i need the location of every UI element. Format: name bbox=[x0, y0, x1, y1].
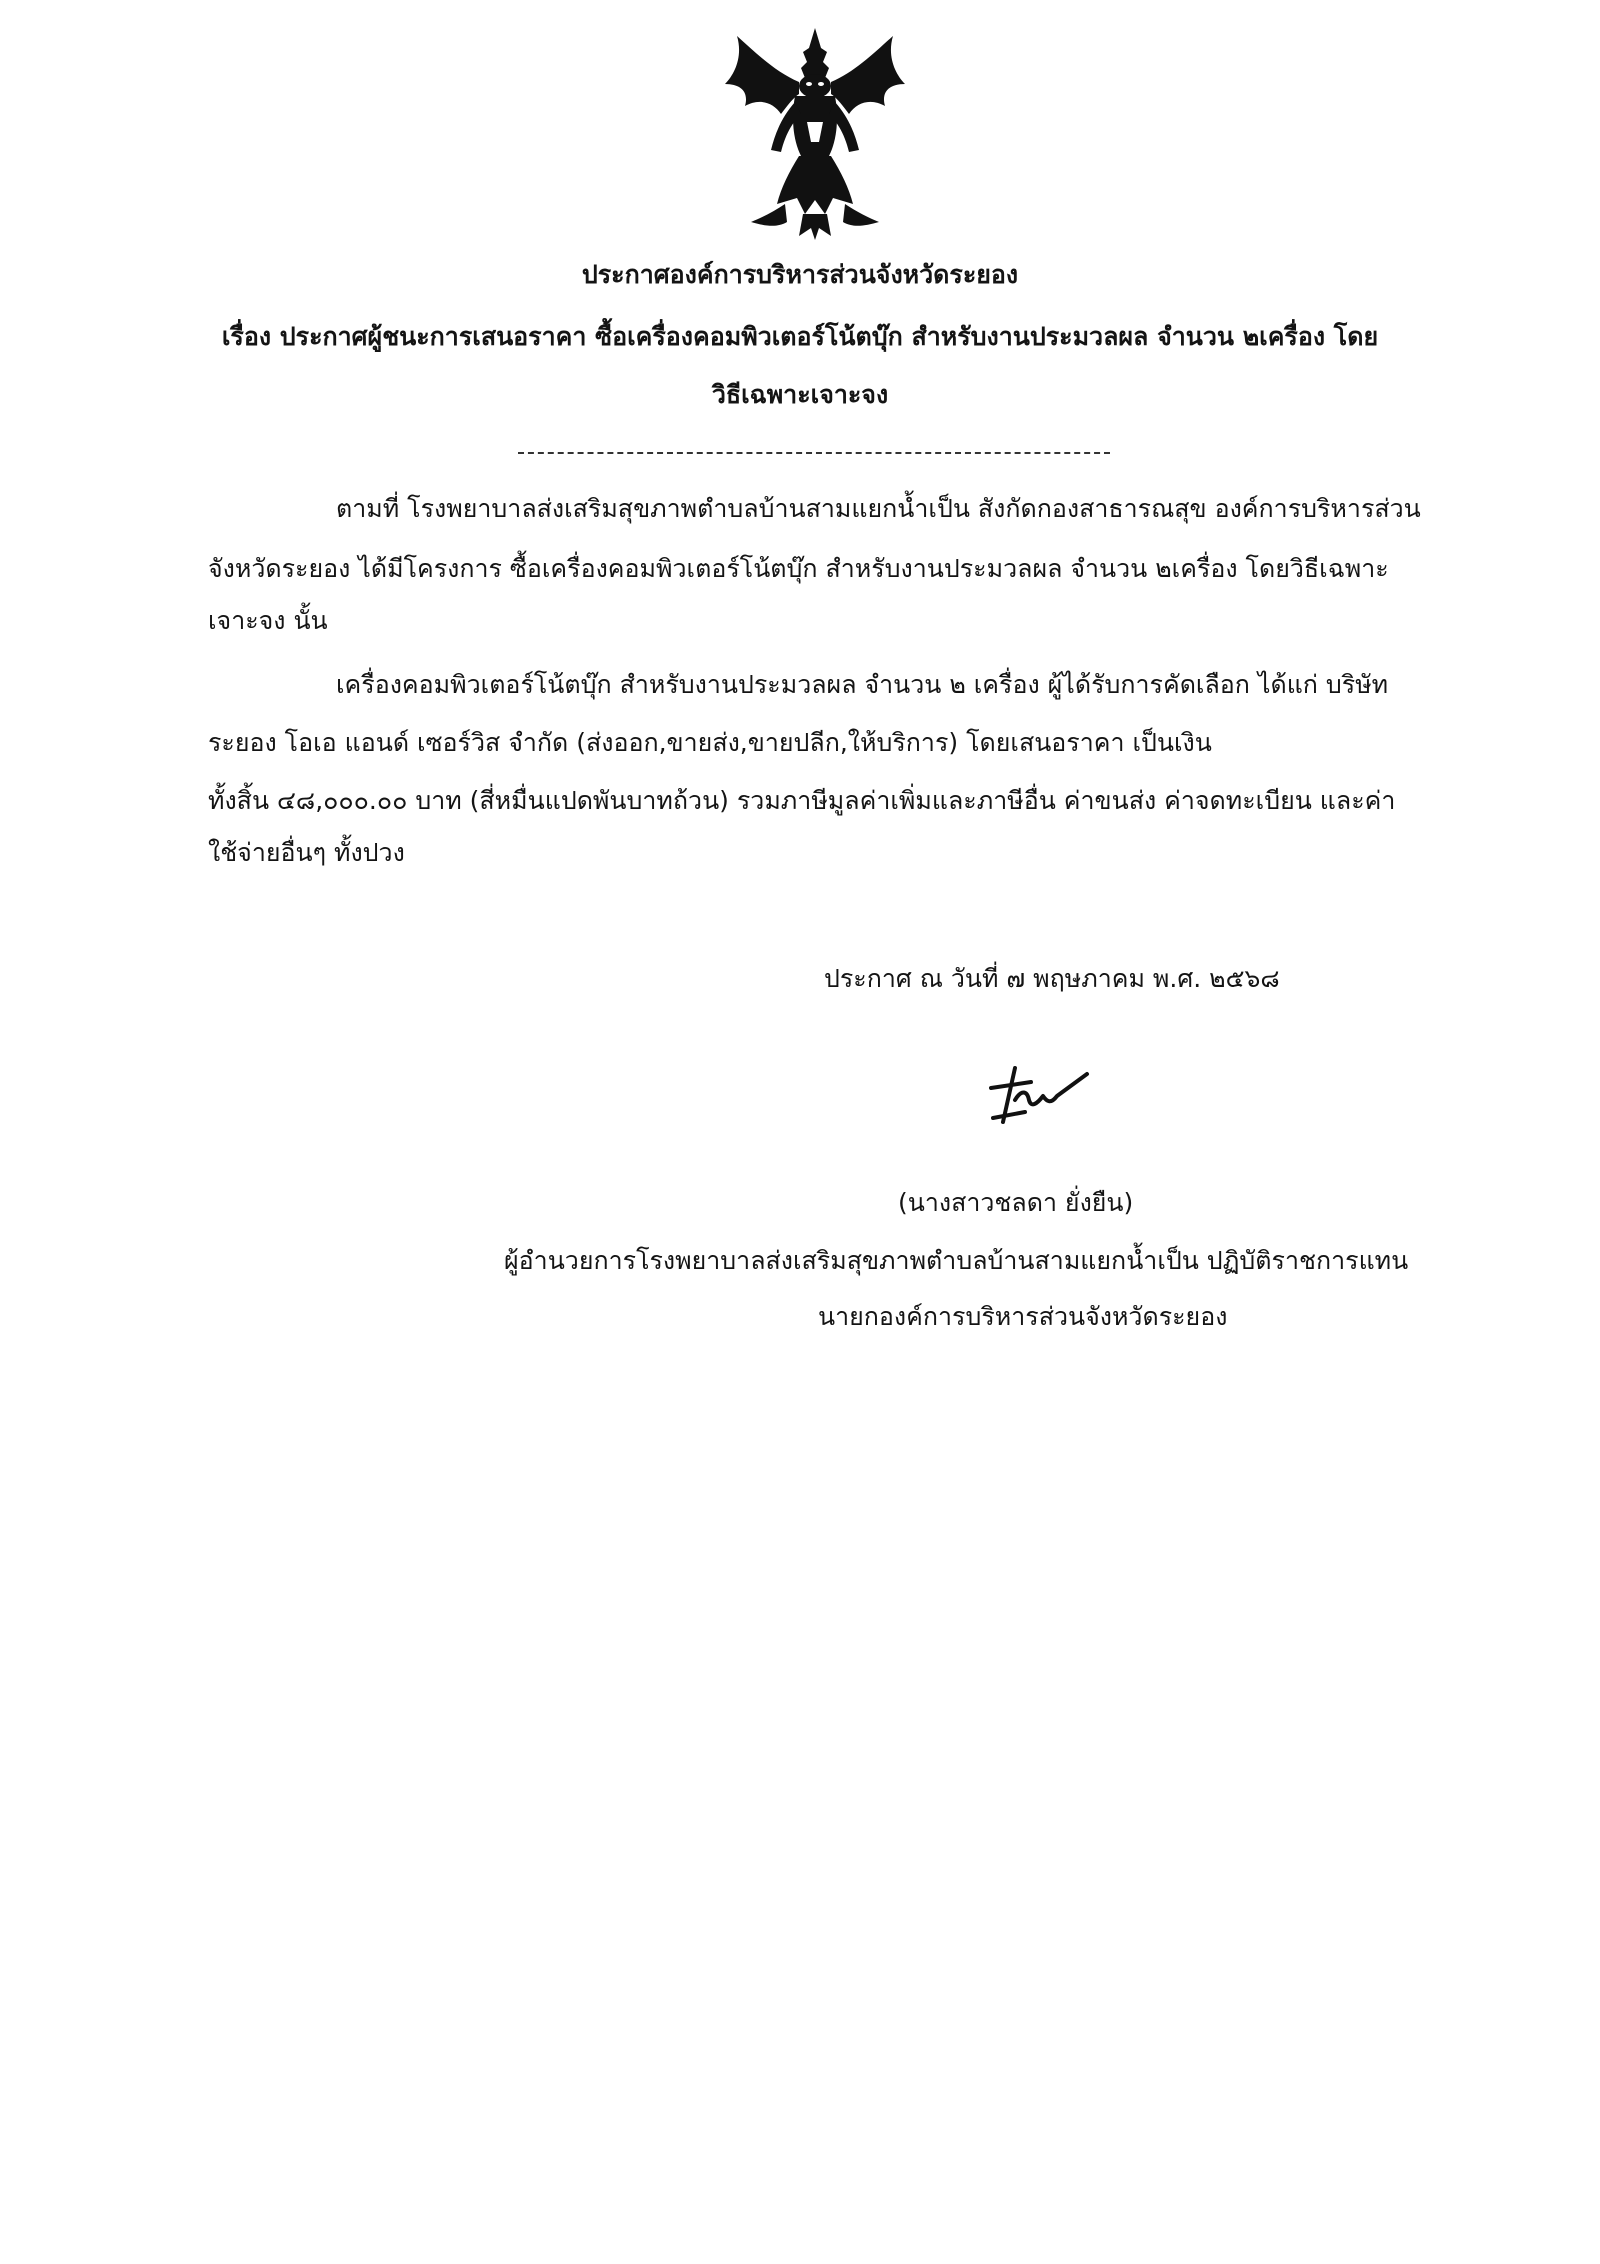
subject-line-continued: วิธีเฉพาะเจาะจง bbox=[711, 380, 889, 409]
divider-dashed bbox=[518, 452, 1110, 454]
document-title: ประกาศองค์การบริหารส่วนจังหวัดระยอง bbox=[581, 260, 1019, 289]
signer-name: (นางสาวชลดา ยั่งยืน) bbox=[898, 1188, 1134, 1217]
paragraph-1-line-2: จังหวัดระยอง ได้มีโครงการ ซื้อเครื่องคอมพิวเตอร์โน้ตบุ๊ก สำหรับงานประมวลผล จำนวน ๒เครื่อง โดยวิธีเฉพาะ bbox=[208, 554, 1389, 583]
paragraph-2-line-3: ทั้งสิ้น ๔๘,๐๐๐.๐๐ บาท (สี่หมื่นแปดพันบาทถ้วน) รวมภาษีมูลค่าเพิ่มและภาษีอื่น ค่าขนส่ง ค่าจดทะเบียน และค่า bbox=[208, 786, 1396, 815]
paragraph-2-line-1: เครื่องคอมพิวเตอร์โน้ตบุ๊ก สำหรับงานประมวลผล จำนวน ๒ เครื่อง ผู้ได้รับการคัดเลือก ได้แก่ บริษัท bbox=[336, 670, 1389, 699]
paragraph-1-line-3: เจาะจง นั้น bbox=[208, 606, 328, 635]
garuda-emblem-icon bbox=[715, 22, 915, 242]
paragraph-1-line-1: ตามที่ โรงพยาบาลส่งเสริมสุขภาพตำบลบ้านสามแยกน้ำเป็น สังกัดกองสาธารณสุข องค์การบริหารส่วน bbox=[336, 494, 1421, 523]
subject-line: เรื่อง ประกาศผู้ชนะการเสนอราคา ซื้อเครื่องคอมพิวเตอร์โน้ตบุ๊ก สำหรับงานประมวลผล จำนวน ๒เครื่อง โดย bbox=[221, 322, 1379, 351]
signer-position: ผู้อำนวยการโรงพยาบาลส่งเสริมสุขภาพตำบลบ้านสามแยกน้ำเป็น ปฏิบัติราชการแทน bbox=[504, 1246, 1409, 1275]
paragraph-2-line-2: ระยอง โอเอ แอนด์ เซอร์วิส จำกัด (ส่งออก,ขายส่ง,ขายปลีก,ให้บริการ) โดยเสนอราคา เป็นเงิน bbox=[208, 728, 1212, 757]
signer-position-continued: นายกองค์การบริหารส่วนจังหวัดระยอง bbox=[818, 1302, 1228, 1331]
paragraph-2-line-4: ใช้จ่ายอื่นๆ ทั้งปวง bbox=[208, 838, 405, 867]
handwritten-signature bbox=[985, 1060, 1095, 1130]
announcement-date: ประกาศ ณ วันที่ ๗ พฤษภาคม พ.ศ. ๒๕๖๘ bbox=[824, 964, 1280, 993]
